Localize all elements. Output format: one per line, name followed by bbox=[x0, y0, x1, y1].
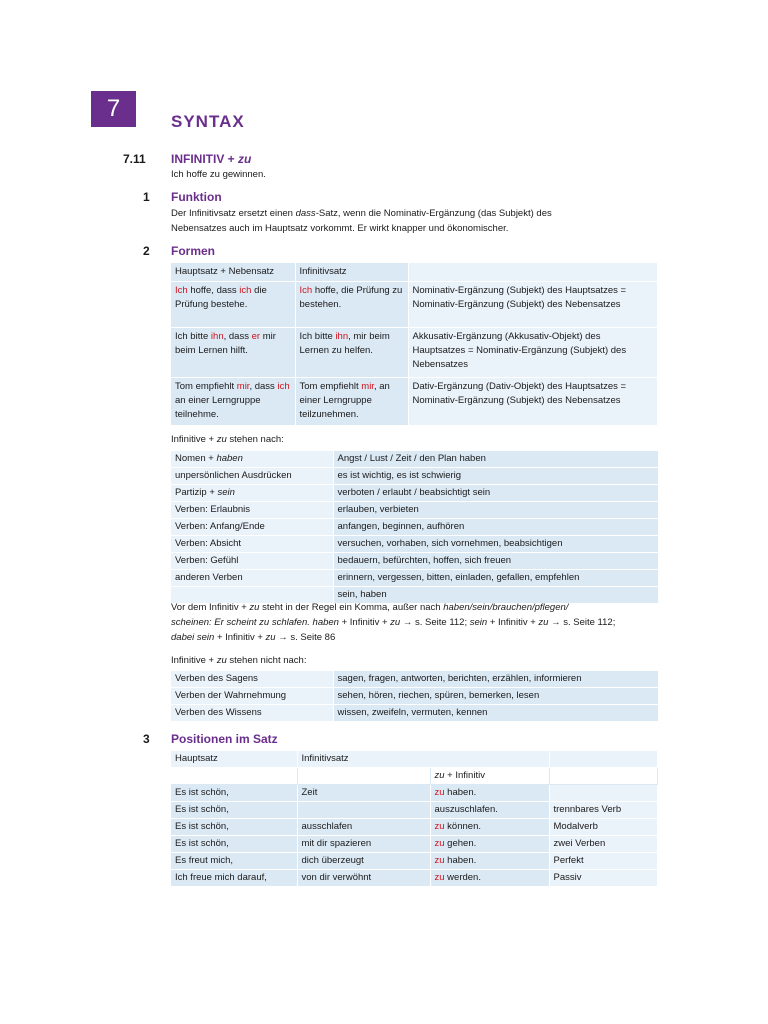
positionen-row bbox=[171, 870, 658, 887]
funktion-title: Funktion bbox=[171, 190, 222, 204]
highlight-pronoun: ihn bbox=[335, 331, 349, 342]
highlight-pronoun: mir bbox=[236, 381, 250, 392]
positionen-infinitiv-teil: von dir verwöhnt bbox=[297, 870, 430, 887]
nicht-nach-row bbox=[171, 671, 658, 688]
positionen-zu-infinitiv bbox=[430, 870, 549, 887]
positionen-infinitiv-teil bbox=[297, 802, 430, 819]
positionen-zu-infinitiv bbox=[430, 785, 549, 802]
positionen-header-empty bbox=[549, 751, 658, 768]
nach-examples: es ist wichtig, es ist schwierig bbox=[333, 468, 658, 485]
nicht-nach-intro: Infinitive + zu stehen nicht nach: bbox=[171, 655, 307, 666]
positionen-subheader-zu-infinitiv: zu + Infinitiv bbox=[430, 768, 549, 785]
text-run: haben. bbox=[444, 787, 477, 798]
section-example: Ich hoffe zu gewinnen. bbox=[171, 169, 266, 180]
formen-cell-infinitivsatz bbox=[295, 282, 408, 328]
komma-line-2: scheinen: Er scheint zu schlafen. haben + Infinitiv + zu → s. Seite 112; sein + Infinitiv + zu → s. Seite 112; bbox=[171, 617, 616, 628]
nach-examples: erlauben, verbieten bbox=[333, 502, 658, 519]
funktion-text: Der Infinitivsatz ersetzt einen dass-Satz, wenn die Nominativ-Ergänzung (das Subjekt) des Nebensatzes auch im Hauptsatz vorkommt. Er wirkt knapper und ökonomischer. bbox=[171, 208, 552, 234]
nach-category: Nomen + haben bbox=[171, 451, 333, 468]
positionen-infinitiv-teil: Zeit bbox=[297, 785, 430, 802]
positionen-infinitiv-teil: mit dir spazieren bbox=[297, 836, 430, 853]
komma-line-1: Vor dem Infinitiv + zu steht in der Regel ein Komma, außer nach haben/sein/brauchen/pflegen/ bbox=[171, 602, 569, 613]
nicht-nach-examples: sehen, hören, riechen, spüren, bemerken, lesen bbox=[333, 688, 658, 705]
funktion-number: 1 bbox=[143, 190, 150, 204]
positionen-number: 3 bbox=[143, 732, 150, 746]
text-run: werden. bbox=[444, 872, 481, 883]
positionen-infinitiv-teil: dich überzeugt bbox=[297, 853, 430, 870]
formen-header-empty bbox=[408, 263, 658, 282]
formen-cell-infinitivsatz bbox=[295, 378, 408, 426]
section-number: 7.11 bbox=[123, 152, 146, 166]
positionen-hauptsatz: Es ist schön, bbox=[171, 802, 297, 819]
highlight-pronoun: ich bbox=[277, 381, 290, 392]
text-run: Tom empfiehlt bbox=[299, 381, 362, 392]
nach-table bbox=[171, 451, 658, 604]
text-run: , an einer Lerngruppe teilzunehmen. bbox=[299, 381, 390, 420]
text-run: gehen. bbox=[444, 838, 477, 849]
nach-row bbox=[171, 468, 658, 485]
nicht-nach-category: Verben der Wahrnehmung bbox=[171, 688, 333, 705]
formen-header-infinitivsatz: Infinitivsatz bbox=[295, 263, 408, 282]
positionen-table bbox=[171, 751, 658, 887]
positionen-zu-infinitiv bbox=[430, 819, 549, 836]
formen-cell-hauptsatz bbox=[171, 378, 295, 426]
positionen-hauptsatz: Es ist schön, bbox=[171, 819, 297, 836]
highlight-pronoun: Ich bbox=[175, 285, 188, 296]
positionen-hauptsatz: Es ist schön, bbox=[171, 785, 297, 802]
nach-examples: erinnern, vergessen, bitten, einladen, gefallen, empfehlen bbox=[333, 570, 658, 587]
positionen-bemerkung: Passiv bbox=[549, 870, 658, 887]
formen-number: 2 bbox=[143, 244, 150, 258]
positionen-header-infinitivsatz: Infinitivsatz bbox=[297, 751, 549, 768]
positionen-row bbox=[171, 785, 658, 802]
positionen-bemerkung: Modalverb bbox=[549, 819, 658, 836]
highlight-pronoun: zu bbox=[434, 838, 445, 849]
positionen-subheader-empty bbox=[171, 768, 297, 785]
highlight-pronoun: zu bbox=[434, 787, 445, 798]
formen-table bbox=[171, 263, 658, 426]
formen-cell-erklaerung: Nominativ-Ergänzung (Subjekt) des Hauptsatzes = Nominativ-Ergänzung (Subjekt) des Nebensatzes bbox=[408, 282, 658, 328]
section-title: INFINITIV + zu bbox=[171, 152, 252, 166]
formen-row bbox=[171, 378, 658, 426]
nicht-nach-examples: wissen, zweifeln, vermuten, kennen bbox=[333, 705, 658, 722]
formen-title: Formen bbox=[171, 244, 216, 258]
formen-cell-infinitivsatz bbox=[295, 328, 408, 378]
formen-header-row bbox=[171, 263, 658, 282]
text-run: hoffe, die Prüfung zu bestehen. bbox=[299, 285, 403, 310]
nach-category: Verben: Anfang/Ende bbox=[171, 519, 333, 536]
formen-cell-erklaerung: Akkusativ-Ergänzung (Akkusativ-Objekt) des Hauptsatzes = Nominativ-Ergänzung (Subjekt) des Nebensatzes bbox=[408, 328, 658, 378]
highlight-pronoun: mir bbox=[361, 381, 374, 392]
komma-paragraph bbox=[171, 600, 651, 645]
text-run: die Prüfung bestehe. bbox=[175, 285, 267, 310]
positionen-subheader-row bbox=[171, 768, 658, 785]
nicht-nach-row bbox=[171, 705, 658, 722]
chapter-number-box bbox=[91, 91, 136, 127]
nach-category: anderen Verben bbox=[171, 570, 333, 587]
nach-category: Verben: Erlaubnis bbox=[171, 502, 333, 519]
nicht-nach-category: Verben des Wissens bbox=[171, 705, 333, 722]
positionen-header-hauptsatz: Hauptsatz bbox=[171, 751, 297, 768]
highlight-pronoun: ich bbox=[239, 285, 252, 296]
text-run: mir beim Lernen hilft. bbox=[175, 331, 276, 356]
positionen-bemerkung bbox=[549, 785, 658, 802]
nach-row bbox=[171, 570, 658, 587]
chapter-number: 7 bbox=[106, 95, 121, 122]
positionen-zu-infinitiv bbox=[430, 853, 549, 870]
positionen-subheader-empty bbox=[297, 768, 430, 785]
text-run: Ich bitte bbox=[299, 331, 336, 342]
nach-examples: sein, haben bbox=[333, 587, 658, 604]
nach-category: Verben: Gefühl bbox=[171, 553, 333, 570]
highlight-pronoun: ihn bbox=[210, 331, 224, 342]
nach-category: Verben: Absicht bbox=[171, 536, 333, 553]
text-run: an einer Lerngruppe teilnehme. bbox=[175, 395, 261, 420]
positionen-zu-infinitiv bbox=[430, 836, 549, 853]
nach-row bbox=[171, 553, 658, 570]
nicht-nach-row bbox=[171, 688, 658, 705]
text-run: Ich bitte bbox=[175, 331, 211, 342]
text-run: hoffe, dass bbox=[187, 285, 240, 296]
highlight-pronoun: zu bbox=[434, 872, 445, 883]
positionen-header-row bbox=[171, 751, 658, 768]
positionen-bemerkung: trennbares Verb bbox=[549, 802, 658, 819]
positionen-row bbox=[171, 802, 658, 819]
text-run: können. bbox=[444, 821, 481, 832]
nicht-nach-examples: sagen, fragen, antworten, berichten, erzählen, informieren bbox=[333, 671, 658, 688]
nach-row bbox=[171, 536, 658, 553]
nicht-nach-category: Verben des Sagens bbox=[171, 671, 333, 688]
nach-examples: bedauern, befürchten, hoffen, sich freuen bbox=[333, 553, 658, 570]
positionen-hauptsatz: Ich freue mich darauf, bbox=[171, 870, 297, 887]
positionen-row bbox=[171, 819, 658, 836]
nach-examples: verboten / erlaubt / beabsichtigt sein bbox=[333, 485, 658, 502]
positionen-bemerkung: zwei Verben bbox=[549, 836, 658, 853]
positionen-row bbox=[171, 836, 658, 853]
nach-row bbox=[171, 451, 658, 468]
nach-row bbox=[171, 485, 658, 502]
text-run: , dass bbox=[223, 331, 252, 342]
nach-row bbox=[171, 519, 658, 536]
positionen-hauptsatz: Es freut mich, bbox=[171, 853, 297, 870]
positionen-subheader-empty bbox=[549, 768, 658, 785]
text-run: , mir beim Lernen zu helfen. bbox=[299, 331, 390, 356]
nicht-nach-table bbox=[171, 671, 658, 722]
positionen-hauptsatz: Es ist schön, bbox=[171, 836, 297, 853]
positionen-bemerkung: Perfekt bbox=[549, 853, 658, 870]
komma-line-3: dabei sein + Infinitiv + zu → s. Seite 86 bbox=[171, 632, 336, 643]
nach-category: unpersönlichen Ausdrücken bbox=[171, 468, 333, 485]
highlight-pronoun: zu bbox=[434, 855, 445, 866]
formen-row bbox=[171, 328, 658, 378]
formen-cell-hauptsatz bbox=[171, 328, 295, 378]
nach-examples: anfangen, beginnen, aufhören bbox=[333, 519, 658, 536]
text-run: auszuschlafen. bbox=[434, 804, 498, 815]
highlight-pronoun: er bbox=[251, 331, 261, 342]
text-run: haben. bbox=[444, 855, 477, 866]
formen-cell-hauptsatz bbox=[171, 282, 295, 328]
positionen-infinitiv-teil: ausschlafen bbox=[297, 819, 430, 836]
formen-cell-erklaerung: Dativ-Ergänzung (Dativ-Objekt) des Hauptsatzes = Nominativ-Ergänzung (Subjekt) des Nebensatzes bbox=[408, 378, 658, 426]
chapter-title: SYNTAX bbox=[171, 112, 245, 131]
highlight-pronoun: zu bbox=[434, 821, 445, 832]
text-run: Tom empfiehlt bbox=[175, 381, 237, 392]
nach-intro: Infinitive + zu stehen nach: bbox=[171, 434, 284, 445]
text-run: , dass bbox=[249, 381, 278, 392]
positionen-row bbox=[171, 853, 658, 870]
positionen-title: Positionen im Satz bbox=[171, 732, 278, 746]
nach-examples: versuchen, vorhaben, sich vornehmen, beabsichtigen bbox=[333, 536, 658, 553]
formen-header-hauptsatz: Hauptsatz + Nebensatz bbox=[171, 263, 295, 282]
nach-category: Partizip + sein bbox=[171, 485, 333, 502]
nach-examples: Angst / Lust / Zeit / den Plan haben bbox=[333, 451, 658, 468]
nach-row bbox=[171, 502, 658, 519]
formen-row bbox=[171, 282, 658, 328]
highlight-pronoun: Ich bbox=[299, 285, 313, 296]
positionen-zu-infinitiv bbox=[430, 802, 549, 819]
